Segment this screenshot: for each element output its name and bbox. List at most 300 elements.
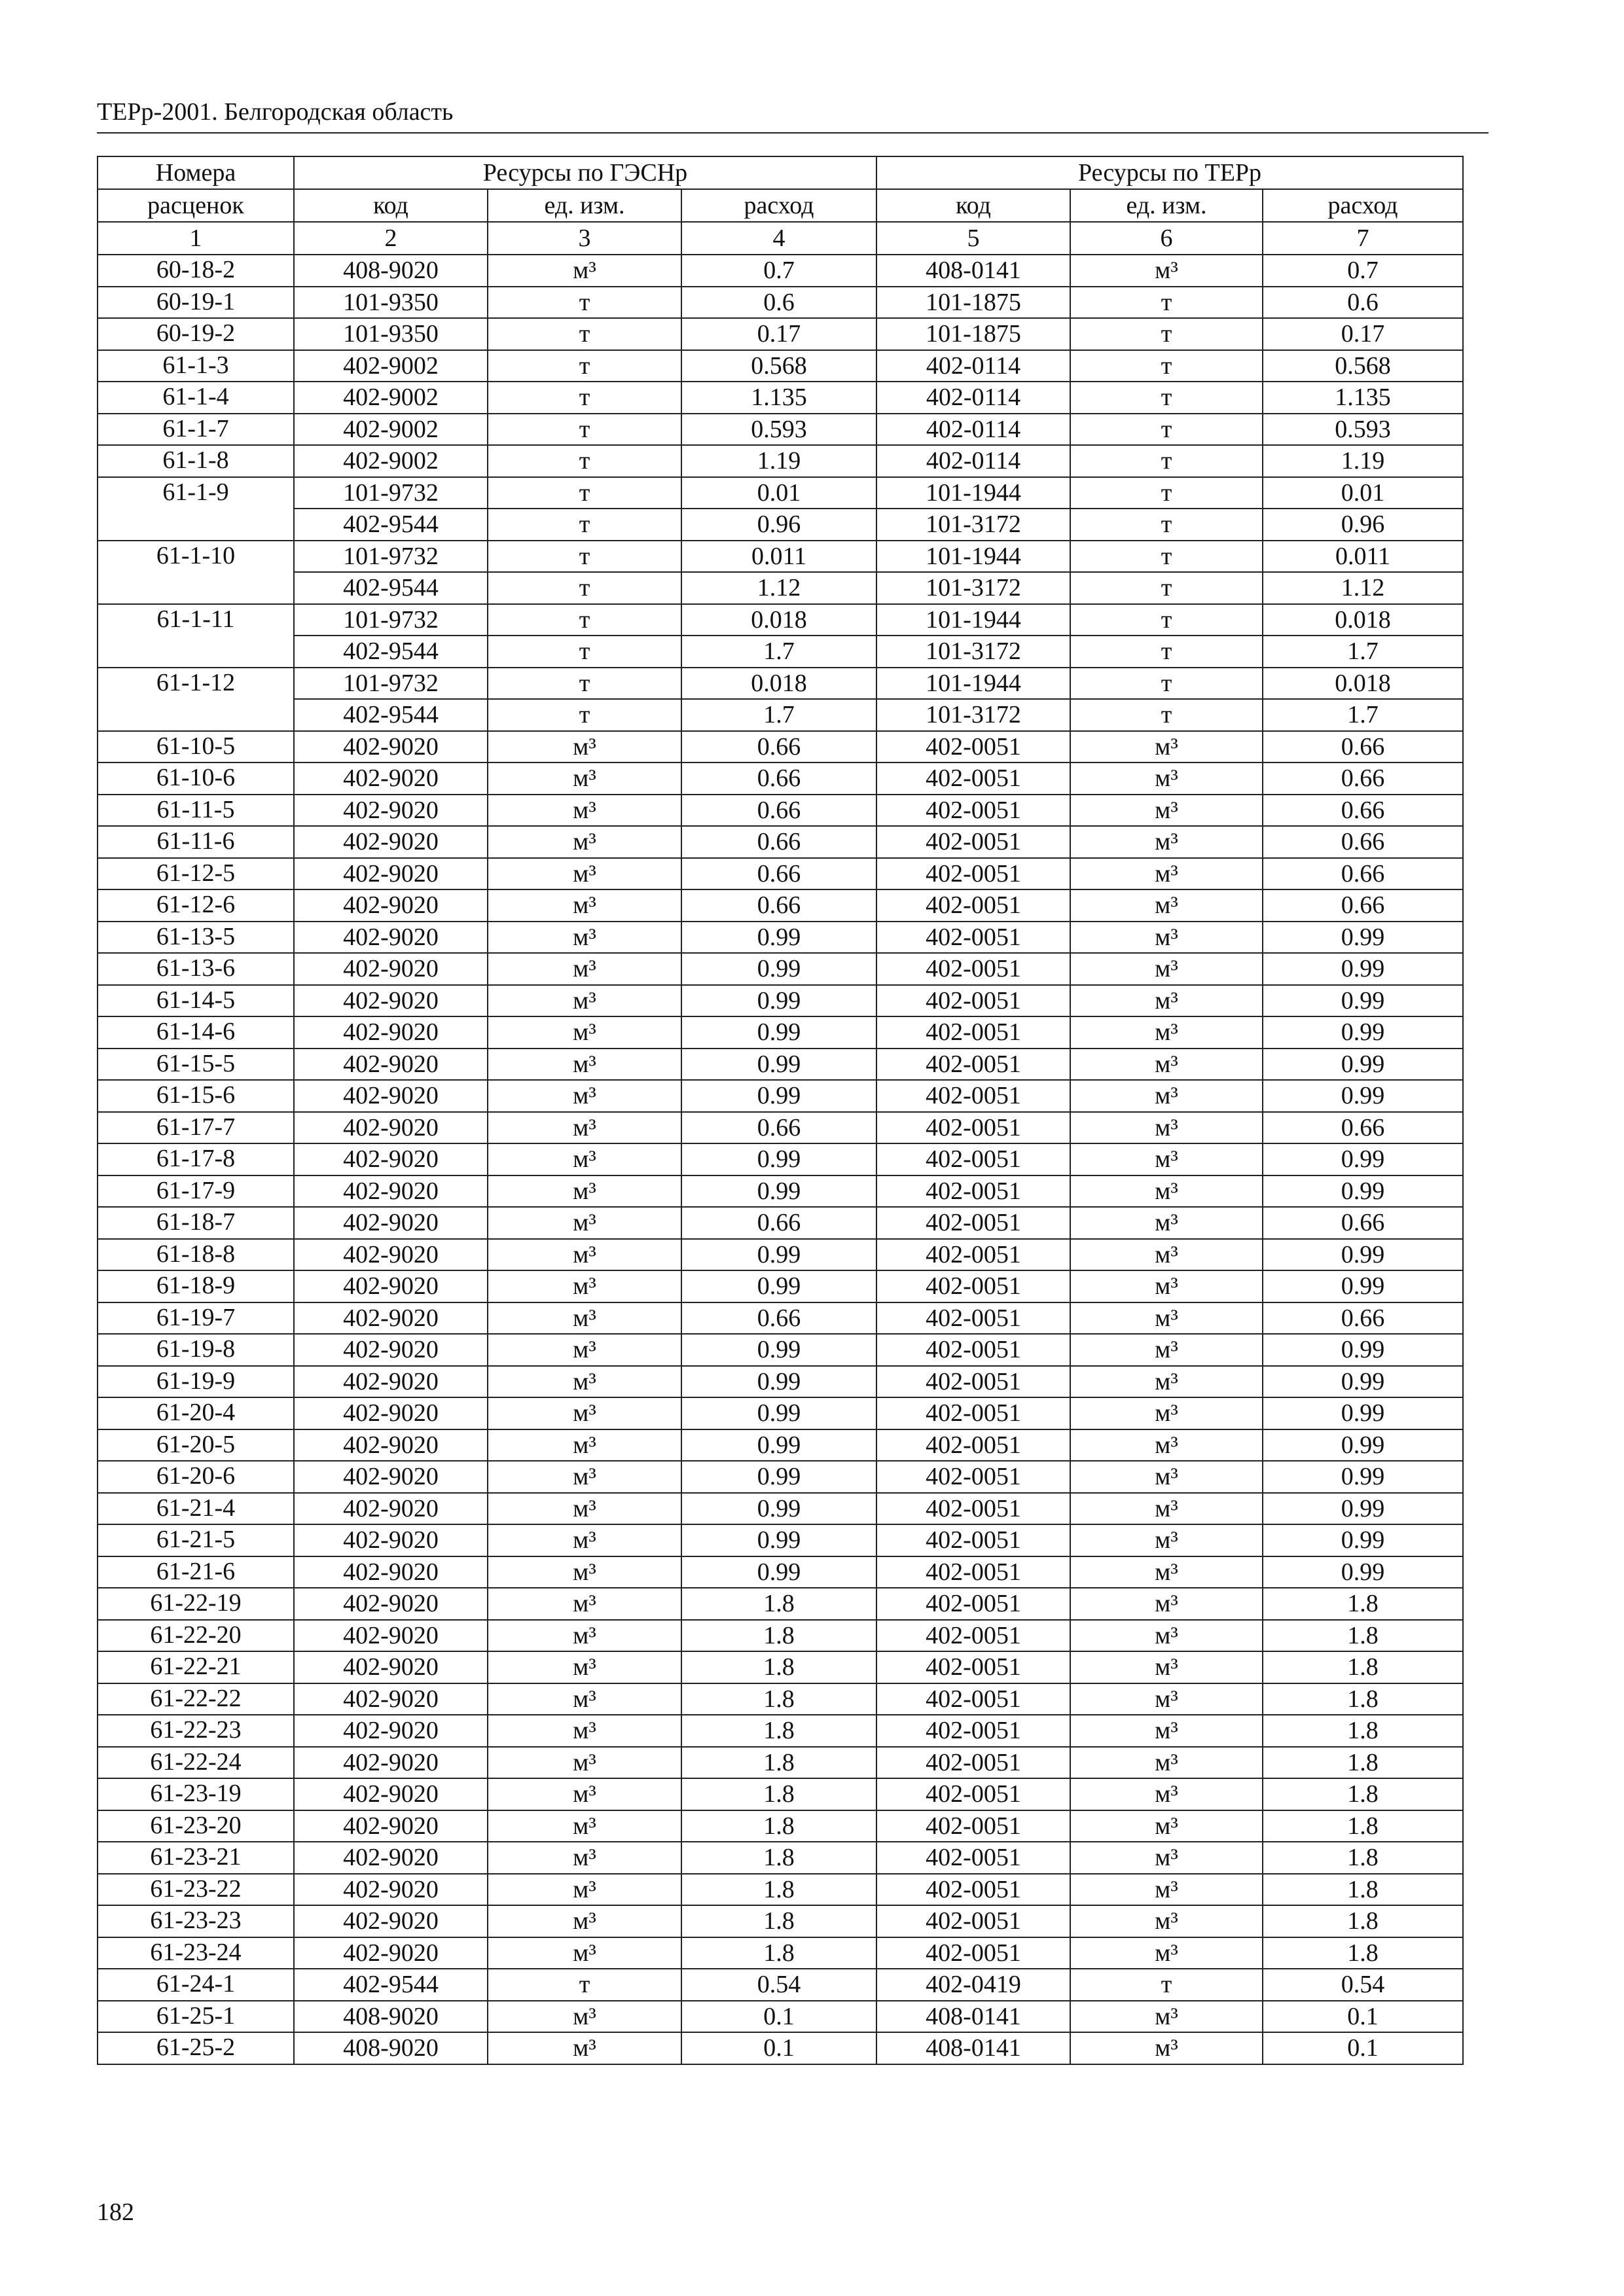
rate-number-cell: 61-11-5	[98, 795, 294, 827]
table-row	[98, 1461, 1463, 1493]
table-row	[98, 1747, 1463, 1779]
gesn-code-cell: 402-9020	[294, 1080, 488, 1112]
gesn-unit-cell: т	[488, 604, 681, 636]
gesn-unit-cell: м³	[488, 1429, 681, 1462]
gesn-unit-cell: м³	[488, 953, 681, 985]
table-row	[98, 1175, 1463, 1208]
ter-unit-cell: т	[1070, 287, 1263, 319]
table-row	[98, 985, 1463, 1017]
ter-code-cell: 402-0051	[876, 1588, 1070, 1620]
gesn-qty-cell: 0.99	[681, 1524, 876, 1556]
gesn-code-cell: 101-9732	[294, 477, 488, 509]
ter-code-cell: 101-3172	[876, 699, 1070, 731]
column-number: 2	[294, 222, 488, 255]
ter-qty-cell: 0.17	[1263, 318, 1463, 350]
gesn-code-cell: 402-9020	[294, 985, 488, 1017]
table-row	[98, 1651, 1463, 1683]
gesn-qty-cell: 0.99	[681, 922, 876, 954]
gesn-unit-cell: м³	[488, 1143, 681, 1175]
gesn-unit-cell: м³	[488, 1239, 681, 1271]
ter-unit-cell: м³	[1070, 1175, 1263, 1208]
gesn-code-cell: 402-9020	[294, 1175, 488, 1208]
gesn-unit-cell: т	[488, 541, 681, 573]
ter-qty-cell: 1.7	[1263, 699, 1463, 731]
ter-unit-cell: м³	[1070, 1556, 1263, 1588]
ter-code-cell: 408-0141	[876, 255, 1070, 287]
ter-qty-cell: 0.99	[1263, 1334, 1463, 1366]
ter-unit-cell: м³	[1070, 1747, 1263, 1779]
ter-qty-cell: 0.66	[1263, 1207, 1463, 1239]
rate-number-cell: 61-11-6	[98, 826, 294, 858]
gesn-qty-cell: 1.8	[681, 1937, 876, 1969]
ter-code-cell: 402-0051	[876, 1842, 1070, 1874]
ter-qty-cell: 0.66	[1263, 762, 1463, 795]
table-row	[98, 1683, 1463, 1715]
gesn-unit-cell: т	[488, 572, 681, 604]
gesn-code-cell: 402-9020	[294, 1049, 488, 1081]
ter-qty-cell: 0.011	[1263, 541, 1463, 573]
ter-qty-cell: 1.8	[1263, 1937, 1463, 1969]
rate-number-cell: 60-19-1	[98, 287, 294, 319]
gesn-code-cell: 402-9020	[294, 858, 488, 890]
column-number: 4	[681, 222, 876, 255]
rate-number-cell: 61-18-7	[98, 1207, 294, 1239]
rates-header-line1: Номера	[98, 156, 294, 189]
ter-unit-cell: м³	[1070, 985, 1263, 1017]
gesn-qty-cell: 0.66	[681, 795, 876, 827]
table-row	[98, 509, 1463, 541]
ter-qty-cell: 0.99	[1263, 1429, 1463, 1462]
gesn-code-cell: 402-9020	[294, 1143, 488, 1175]
table-row	[98, 1620, 1463, 1652]
gesn-unit-cell: м³	[488, 1366, 681, 1398]
rate-number-cell: 61-21-6	[98, 1556, 294, 1588]
gesn-unit-cell: т	[488, 477, 681, 509]
gesn-unit-cell: м³	[488, 985, 681, 1017]
ter-unit-cell: т	[1070, 604, 1263, 636]
gesn-code-cell: 402-9020	[294, 826, 488, 858]
gesn-code-cell: 402-9020	[294, 1842, 488, 1874]
rate-number-cell: 61-23-19	[98, 1778, 294, 1810]
gesn-qty-cell: 0.96	[681, 509, 876, 541]
table-row	[98, 2032, 1463, 2064]
table-row	[98, 826, 1463, 858]
table-row	[98, 1270, 1463, 1302]
gesn-code-cell: 402-9544	[294, 1969, 488, 2001]
ter-unit-cell: т	[1070, 350, 1263, 382]
gesn-unit-cell: м³	[488, 255, 681, 287]
gesn-unit-cell: т	[488, 699, 681, 731]
ter-qty-cell: 0.99	[1263, 1049, 1463, 1081]
gesn-code-cell: 402-9020	[294, 1524, 488, 1556]
gesn-code-cell: 402-9544	[294, 572, 488, 604]
ter-unit-cell: м³	[1070, 1715, 1263, 1747]
ter-code-cell: 402-0051	[876, 1143, 1070, 1175]
ter-unit-cell: м³	[1070, 1270, 1263, 1302]
rate-number-cell: 61-17-9	[98, 1175, 294, 1208]
gesn-unit-cell: т	[488, 668, 681, 700]
gesn-qty-cell: 0.99	[681, 1334, 876, 1366]
table-body	[98, 255, 1463, 2064]
gesn-code-cell: 402-9020	[294, 889, 488, 922]
gesn-code-cell: 402-9002	[294, 414, 488, 446]
gesn-unit-cell: м³	[488, 1016, 681, 1049]
ter-qty-cell: 1.7	[1263, 636, 1463, 668]
ter-unit-cell: м³	[1070, 1905, 1263, 1937]
gesn-code-cell: 402-9020	[294, 1747, 488, 1779]
ter-qty-cell: 0.66	[1263, 1112, 1463, 1144]
gesn-unit-cell: м³	[488, 1334, 681, 1366]
gesn-unit-cell: м³	[488, 1493, 681, 1525]
page-number: 182	[97, 2198, 134, 2226]
gesn-qty-cell: 1.8	[681, 1842, 876, 1874]
table-row	[98, 604, 1463, 636]
rates-header-line2: расценок	[98, 189, 294, 222]
ter-unit-cell: м³	[1070, 953, 1263, 985]
ter-unit-cell: м³	[1070, 1143, 1263, 1175]
rate-number-cell: 61-14-5	[98, 985, 294, 1017]
gesn-qty-cell: 0.593	[681, 414, 876, 446]
ter-qty-cell: 1.8	[1263, 1778, 1463, 1810]
ter-unit-cell: м³	[1070, 1874, 1263, 1906]
gesn-qty-cell: 0.018	[681, 668, 876, 700]
ter-code-cell: 101-3172	[876, 572, 1070, 604]
ter-code-cell: 402-0051	[876, 889, 1070, 922]
ter-code-cell: 402-0051	[876, 922, 1070, 954]
ter-qty-cell: 0.6	[1263, 287, 1463, 319]
gesn-unit-cell: м³	[488, 2032, 681, 2064]
ter-code-cell: 101-3172	[876, 636, 1070, 668]
gesn-code-cell: 402-9020	[294, 953, 488, 985]
gesn-unit-header: ед. изм.	[488, 189, 681, 222]
gesn-qty-cell: 1.8	[681, 1747, 876, 1779]
ter-unit-cell: т	[1070, 318, 1263, 350]
table-row	[98, 1239, 1463, 1271]
ter-unit-cell: т	[1070, 445, 1263, 477]
ter-unit-cell: м³	[1070, 1334, 1263, 1366]
gesn-qty-cell: 0.17	[681, 318, 876, 350]
ter-code-cell: 402-0051	[876, 1905, 1070, 1937]
ter-unit-cell: м³	[1070, 1651, 1263, 1683]
gesn-qty-cell: 1.8	[681, 1874, 876, 1906]
gesn-qty-cell: 1.12	[681, 572, 876, 604]
header-row-groups	[98, 156, 1463, 189]
ter-code-cell: 402-0051	[876, 1493, 1070, 1525]
gesn-qty-cell: 0.99	[681, 1080, 876, 1112]
gesn-unit-cell: м³	[488, 795, 681, 827]
ter-qty-cell: 0.1	[1263, 2032, 1463, 2064]
table-row	[98, 445, 1463, 477]
ter-qty-cell: 0.01	[1263, 477, 1463, 509]
ter-qty-cell: 1.8	[1263, 1842, 1463, 1874]
table-row	[98, 1112, 1463, 1144]
gesn-qty-cell: 0.99	[681, 1397, 876, 1429]
ter-qty-cell: 1.135	[1263, 382, 1463, 414]
gesn-unit-cell: м³	[488, 1556, 681, 1588]
ter-qty-cell: 0.66	[1263, 826, 1463, 858]
ter-unit-cell: м³	[1070, 1461, 1263, 1493]
rate-number-cell: 61-22-19	[98, 1588, 294, 1620]
gesn-qty-cell: 0.7	[681, 255, 876, 287]
ter-unit-cell: м³	[1070, 255, 1263, 287]
gesn-code-cell: 402-9020	[294, 1778, 488, 1810]
table-row	[98, 1778, 1463, 1810]
gesn-qty-cell: 0.018	[681, 604, 876, 636]
table-row	[98, 1842, 1463, 1874]
gesn-qty-cell: 0.99	[681, 1429, 876, 1462]
ter-qty-cell: 0.99	[1263, 1239, 1463, 1271]
ter-qty-cell: 0.99	[1263, 1143, 1463, 1175]
rate-number-cell: 61-22-22	[98, 1683, 294, 1715]
rate-number-cell: 61-23-20	[98, 1810, 294, 1842]
rate-number-cell: 61-13-5	[98, 922, 294, 954]
rate-number-cell: 61-1-3	[98, 350, 294, 382]
table-row	[98, 382, 1463, 414]
ter-qty-cell: 1.8	[1263, 1715, 1463, 1747]
ter-unit-cell: м³	[1070, 1080, 1263, 1112]
ter-qty-cell: 0.568	[1263, 350, 1463, 382]
ter-unit-cell: м³	[1070, 922, 1263, 954]
gesn-qty-cell: 0.99	[681, 1493, 876, 1525]
column-number: 1	[98, 222, 294, 255]
ter-code-cell: 402-0114	[876, 382, 1070, 414]
rate-number-cell: 61-20-6	[98, 1461, 294, 1493]
ter-code-cell: 101-1875	[876, 318, 1070, 350]
gesn-unit-cell: м³	[488, 826, 681, 858]
gesn-qty-cell: 0.99	[681, 985, 876, 1017]
ter-unit-cell: м³	[1070, 762, 1263, 795]
ter-qty-cell: 0.66	[1263, 858, 1463, 890]
ter-code-cell: 402-0051	[876, 795, 1070, 827]
table-row	[98, 1049, 1463, 1081]
gesn-unit-cell: м³	[488, 1874, 681, 1906]
gesn-unit-cell: т	[488, 382, 681, 414]
ter-qty-cell: 1.8	[1263, 1747, 1463, 1779]
table-row	[98, 1715, 1463, 1747]
ter-unit-cell: м³	[1070, 1620, 1263, 1652]
rate-number-cell: 61-24-1	[98, 1969, 294, 2001]
gesn-code-cell: 101-9732	[294, 541, 488, 573]
rate-number-cell: 61-23-24	[98, 1937, 294, 1969]
ter-code-cell: 402-0051	[876, 1270, 1070, 1302]
rate-number-cell: 61-10-6	[98, 762, 294, 795]
gesn-qty-cell: 0.1	[681, 2001, 876, 2033]
rate-number-cell: 61-23-22	[98, 1874, 294, 1906]
ter-code-header: код	[876, 189, 1070, 222]
ter-code-cell: 402-0051	[876, 1397, 1070, 1429]
ter-code-cell: 402-0051	[876, 858, 1070, 890]
ter-unit-cell: т	[1070, 382, 1263, 414]
gesn-unit-cell: т	[488, 445, 681, 477]
ter-unit-cell: м³	[1070, 1049, 1263, 1081]
ter-unit-cell: т	[1070, 509, 1263, 541]
page-header: ТЕРр-2001. Белгородская область	[97, 98, 454, 126]
gesn-code-cell: 101-9732	[294, 604, 488, 636]
gesn-qty-cell: 0.66	[681, 858, 876, 890]
gesn-unit-cell: т	[488, 350, 681, 382]
gesn-code-cell: 408-9020	[294, 255, 488, 287]
ter-qty-cell: 0.66	[1263, 795, 1463, 827]
header-row-subcolumns	[98, 189, 1463, 222]
ter-code-cell: 408-0141	[876, 2032, 1070, 2064]
ter-unit-cell: м³	[1070, 1302, 1263, 1335]
table-row	[98, 414, 1463, 446]
gesn-unit-cell: м³	[488, 1937, 681, 1969]
gesn-qty-cell: 1.8	[681, 1683, 876, 1715]
ter-code-cell: 101-1875	[876, 287, 1070, 319]
ter-code-cell: 402-0051	[876, 953, 1070, 985]
rate-number-cell: 61-12-6	[98, 889, 294, 922]
gesn-qty-cell: 0.66	[681, 826, 876, 858]
gesn-qty-cell: 0.66	[681, 1207, 876, 1239]
gesn-code-cell: 402-9020	[294, 1874, 488, 1906]
ter-unit-cell: т	[1070, 636, 1263, 668]
table-row	[98, 318, 1463, 350]
ter-unit-cell: м³	[1070, 1112, 1263, 1144]
gesn-code-cell: 402-9544	[294, 636, 488, 668]
ter-code-cell: 402-0051	[876, 1334, 1070, 1366]
rate-number-cell: 61-23-21	[98, 1842, 294, 1874]
ter-qty-cell: 0.99	[1263, 1524, 1463, 1556]
ter-unit-cell: т	[1070, 1969, 1263, 2001]
ter-unit-cell: т	[1070, 477, 1263, 509]
ter-qty-cell: 0.99	[1263, 1461, 1463, 1493]
gesn-unit-cell: м³	[488, 1620, 681, 1652]
gesn-qty-cell: 0.99	[681, 1366, 876, 1398]
gesn-code-cell: 402-9020	[294, 1239, 488, 1271]
ter-code-cell: 402-0051	[876, 1715, 1070, 1747]
ter-unit-cell: м³	[1070, 889, 1263, 922]
ter-unit-cell: т	[1070, 541, 1263, 573]
gesn-unit-cell: м³	[488, 1651, 681, 1683]
ter-code-cell: 402-0051	[876, 1080, 1070, 1112]
ter-unit-cell: м³	[1070, 2001, 1263, 2033]
gesn-qty-cell: 0.66	[681, 762, 876, 795]
gesn-qty-cell: 1.8	[681, 1905, 876, 1937]
gesn-qty-cell: 0.66	[681, 889, 876, 922]
ter-code-cell: 101-1944	[876, 668, 1070, 700]
table-row	[98, 1556, 1463, 1588]
rate-number-cell: 61-17-7	[98, 1112, 294, 1144]
ter-unit-cell: м³	[1070, 1683, 1263, 1715]
gesn-code-cell: 402-9020	[294, 1810, 488, 1842]
ter-qty-cell: 0.99	[1263, 985, 1463, 1017]
gesn-qty-cell: 0.99	[681, 1270, 876, 1302]
gesn-unit-cell: м³	[488, 1175, 681, 1208]
ter-code-cell: 402-0051	[876, 1651, 1070, 1683]
ter-qty-cell: 0.99	[1263, 1493, 1463, 1525]
gesn-code-cell: 402-9020	[294, 1905, 488, 1937]
ter-unit-cell: м³	[1070, 1588, 1263, 1620]
rate-number-cell: 61-19-8	[98, 1334, 294, 1366]
rate-number-cell: 61-22-24	[98, 1747, 294, 1779]
ter-qty-cell: 0.99	[1263, 953, 1463, 985]
table-row	[98, 1016, 1463, 1049]
ter-qty-cell: 0.54	[1263, 1969, 1463, 2001]
gesn-code-cell: 402-9020	[294, 1651, 488, 1683]
gesn-code-header: код	[294, 189, 488, 222]
rate-number-cell: 61-23-23	[98, 1905, 294, 1937]
ter-qty-cell: 0.66	[1263, 731, 1463, 763]
gesn-unit-cell: м³	[488, 1049, 681, 1081]
gesn-qty-cell: 0.99	[681, 953, 876, 985]
rate-number-cell: 61-15-6	[98, 1080, 294, 1112]
rate-number-cell: 61-17-8	[98, 1143, 294, 1175]
table-row	[98, 1588, 1463, 1620]
table-row	[98, 287, 1463, 319]
ter-code-cell: 408-0141	[876, 2001, 1070, 2033]
ter-code-cell: 402-0051	[876, 1112, 1070, 1144]
gesn-unit-cell: м³	[488, 1683, 681, 1715]
ter-code-cell: 101-3172	[876, 509, 1070, 541]
ter-unit-header: ед. изм.	[1070, 189, 1263, 222]
gesn-code-cell: 402-9020	[294, 1588, 488, 1620]
table-row	[98, 1207, 1463, 1239]
gesn-qty-cell: 0.011	[681, 541, 876, 573]
gesn-unit-cell: м³	[488, 1302, 681, 1335]
ter-unit-cell: м³	[1070, 1016, 1263, 1049]
gesn-unit-cell: м³	[488, 1080, 681, 1112]
gesn-qty-cell: 0.66	[681, 1112, 876, 1144]
ter-qty-cell: 0.99	[1263, 1175, 1463, 1208]
gesn-qty-cell: 1.8	[681, 1715, 876, 1747]
rate-number-cell: 61-15-5	[98, 1049, 294, 1081]
ter-code-cell: 402-0051	[876, 1747, 1070, 1779]
ter-code-cell: 402-0114	[876, 445, 1070, 477]
table-row	[98, 1969, 1463, 2001]
gesn-code-cell: 402-9020	[294, 1715, 488, 1747]
rate-number-cell: 61-1-7	[98, 414, 294, 446]
gesn-unit-cell: т	[488, 287, 681, 319]
column-number: 3	[488, 222, 681, 255]
table-row	[98, 953, 1463, 985]
gesn-qty-cell: 0.01	[681, 477, 876, 509]
gesn-qty-cell: 0.54	[681, 1969, 876, 2001]
table-row	[98, 1334, 1463, 1366]
ter-qty-cell: 1.19	[1263, 445, 1463, 477]
table-row	[98, 731, 1463, 763]
ter-code-cell: 402-0419	[876, 1969, 1070, 2001]
table-row	[98, 1302, 1463, 1335]
ter-qty-cell: 1.8	[1263, 1620, 1463, 1652]
table-row	[98, 1397, 1463, 1429]
table-row	[98, 255, 1463, 287]
gesn-code-cell: 402-9544	[294, 509, 488, 541]
rate-number-cell: 61-10-5	[98, 731, 294, 763]
ter-qty-cell: 0.99	[1263, 1366, 1463, 1398]
ter-qty-cell: 0.99	[1263, 1016, 1463, 1049]
ter-unit-cell: т	[1070, 699, 1263, 731]
ter-code-cell: 101-1944	[876, 541, 1070, 573]
header-rule	[97, 132, 1489, 134]
gesn-code-cell: 402-9020	[294, 1366, 488, 1398]
ter-code-cell: 402-0051	[876, 1524, 1070, 1556]
ter-code-cell: 402-0051	[876, 1683, 1070, 1715]
column-number-row	[98, 222, 1463, 255]
gesn-qty-cell: 1.8	[681, 1588, 876, 1620]
ter-code-cell: 402-0051	[876, 1239, 1070, 1271]
ter-qty-cell: 1.8	[1263, 1651, 1463, 1683]
gesn-code-cell: 402-9002	[294, 445, 488, 477]
rate-number-cell: 61-25-1	[98, 2001, 294, 2033]
ter-unit-cell: м³	[1070, 1397, 1263, 1429]
ter-qty-cell: 0.66	[1263, 1302, 1463, 1335]
ter-group-header: Ресурсы по ТЕРр	[876, 156, 1463, 189]
ter-code-cell: 402-0051	[876, 826, 1070, 858]
gesn-unit-cell: м³	[488, 1397, 681, 1429]
rate-number-cell: 61-12-5	[98, 858, 294, 890]
gesn-qty-cell: 0.1	[681, 2032, 876, 2064]
